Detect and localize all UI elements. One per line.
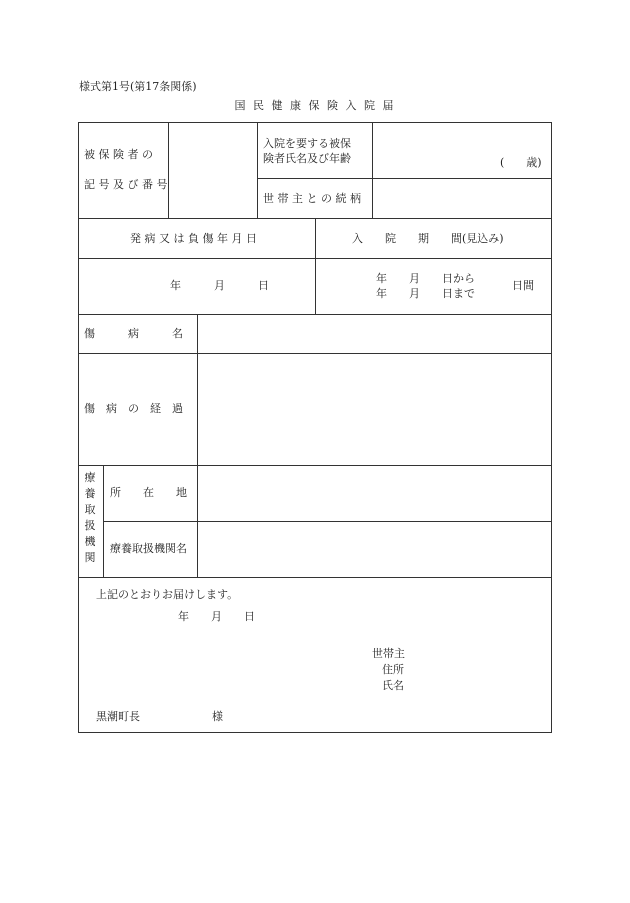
injury-progress-label: 傷 病 の 経 過 xyxy=(84,402,183,415)
period-to[interactable]: 年 月 日まで xyxy=(376,287,475,300)
insured-number-label-line1: 被 保 険 者 の xyxy=(84,148,153,161)
submission-date[interactable]: 年 月 日 xyxy=(178,610,255,623)
onset-date-field[interactable]: 年 月 日 xyxy=(170,279,269,292)
form-title: 国 民 健 康 保 険 入 院 届 xyxy=(234,99,396,112)
relation-field[interactable] xyxy=(373,179,550,217)
insured-number-field[interactable] xyxy=(169,123,256,217)
addressee: 黒潮町長 xyxy=(96,710,140,723)
hospital-period-label: 入 院 期 間(見込み) xyxy=(352,232,504,245)
injury-name-label: 傷 病 名 xyxy=(84,327,183,340)
relation-label: 世 帯 主 と の 続 柄 xyxy=(263,192,361,205)
facility-address-label: 所 在 地 xyxy=(110,486,187,499)
age-paren: ( 歳) xyxy=(500,156,542,169)
householder-label: 世帯主 xyxy=(372,647,405,660)
patient-label-line2: 険者氏名及び年齢 xyxy=(263,152,351,165)
facility-group-label: 療 養 取 扱 機 関 xyxy=(84,471,96,564)
period-days[interactable]: 日間 xyxy=(512,279,534,292)
honorific: 様 xyxy=(212,710,223,723)
householder-name-label: 氏名 xyxy=(382,679,404,692)
notice-text: 上記のとおりお届けします。 xyxy=(96,588,239,601)
period-from[interactable]: 年 月 日から xyxy=(376,272,475,285)
facility-name-label: 療養取扱機関名 xyxy=(110,542,187,555)
facility-address-field[interactable] xyxy=(198,466,550,520)
injury-name-field[interactable] xyxy=(198,315,550,352)
onset-date-label: 発 病 又 は 負 傷 年 月 日 xyxy=(130,232,257,245)
patient-label-line1: 入院を要する被保 xyxy=(263,137,351,150)
injury-progress-field[interactable] xyxy=(198,354,550,464)
householder-address-label: 住所 xyxy=(382,663,404,676)
facility-name-field[interactable] xyxy=(198,522,550,576)
insured-number-label-line2: 記 号 及 び 番 号 xyxy=(84,178,168,191)
form-number-label: 様式第1号(第17条関係) xyxy=(79,80,197,93)
